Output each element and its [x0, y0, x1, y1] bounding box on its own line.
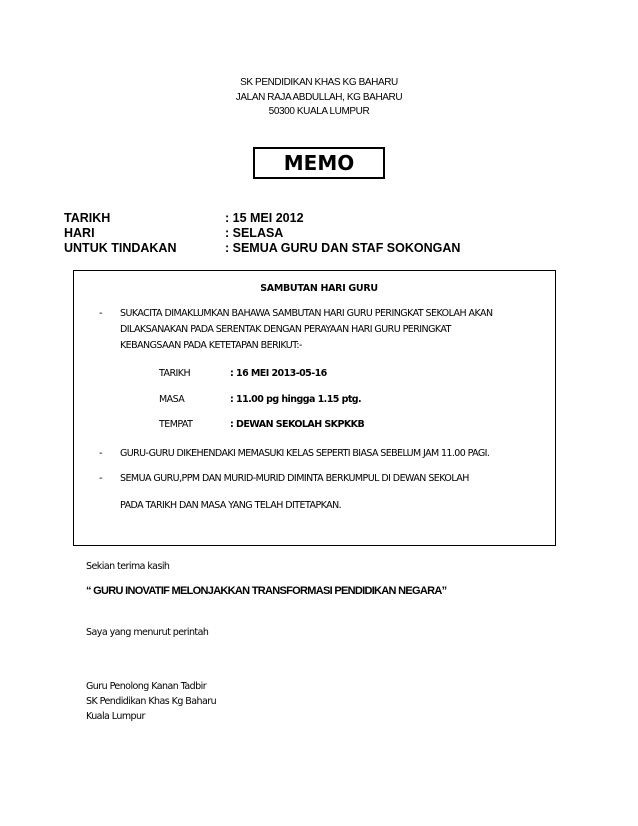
school-name: SK PENDIDIKAN KHAS KG BAHARU [240, 77, 398, 88]
tarikh-value: : 15 MEI 2012 [225, 211, 304, 225]
para1-line1: SUKACITA DIMAKLUMKAN BAHAWA SAMBUTAN HARI GURU PERINGKAT SEKOLAH AKAN [120, 308, 493, 319]
bullet-dash: - [99, 308, 103, 319]
memo-title: MEMO [253, 147, 385, 179]
para3-line2: PADA TARIKH DAN MASA YANG TELAH DITETAPKAN. [120, 500, 342, 511]
announcement-heading: SAMBUTAN HARI GURU [260, 283, 378, 294]
untuk-tindakan-value: : SEMUA GURU DAN STAF SOKONGAN [225, 241, 461, 255]
bullet-dash: - [99, 448, 103, 459]
school-address-line2: 50300 KUALA LUMPUR [268, 106, 370, 117]
para1-line2: DILAKSANAKAN PADA SERENTAK DENGAN PERAYAAN HARI GURU PERINGKAT [120, 324, 451, 335]
detail-masa-value: : 11.00 pg hingga 1.15 ptg. [230, 394, 362, 405]
detail-masa-label: MASA [159, 394, 185, 405]
detail-tempat-value: : DEWAN SEKOLAH SKPKKB [230, 419, 365, 430]
hari-label: HARI [64, 226, 95, 240]
tarikh-label: TARIKH [64, 211, 111, 225]
para2: GURU-GURU DIKEHENDAKI MEMASUKI KELAS SEPERTI BIASA SEBELUM JAM 11.00 PAGI. [120, 448, 490, 459]
detail-tarikh-label: TARIKH [159, 368, 191, 379]
bullet-dash: - [99, 473, 103, 484]
school-address-line1: JALAN RAJA ABDULLAH, KG BAHARU [235, 92, 403, 103]
closing-thanks: Sekian terima kasih [86, 561, 170, 572]
signature-line2: SK Pendidikan Khas Kg Baharu [86, 696, 217, 707]
detail-tarikh-value: : 16 MEI 2013-05-16 [230, 368, 327, 379]
detail-tempat-label: TEMPAT [159, 419, 193, 430]
closing-order: Saya yang menurut perintah [86, 627, 209, 638]
untuk-tindakan-label: UNTUK TINDAKAN [64, 241, 177, 255]
para1-line3: KEBANGSAAN PADA KETETAPAN BERIKUT:- [120, 340, 302, 351]
para3-line1: SEMUA GURU,PPM DAN MURID-MURID DIMINTA BERKUMPUL DI DEWAN SEKOLAH [120, 473, 469, 484]
signature-line3: Kuala Lumpur [86, 711, 145, 722]
signature-line1: Guru Penolong Kanan Tadbir [86, 681, 207, 692]
closing-motto: “ GURU INOVATIF MELONJAKKAN TRANSFORMASI PENDIDIKAN NEGARA” [86, 585, 447, 597]
hari-value: : SELASA [225, 226, 284, 240]
